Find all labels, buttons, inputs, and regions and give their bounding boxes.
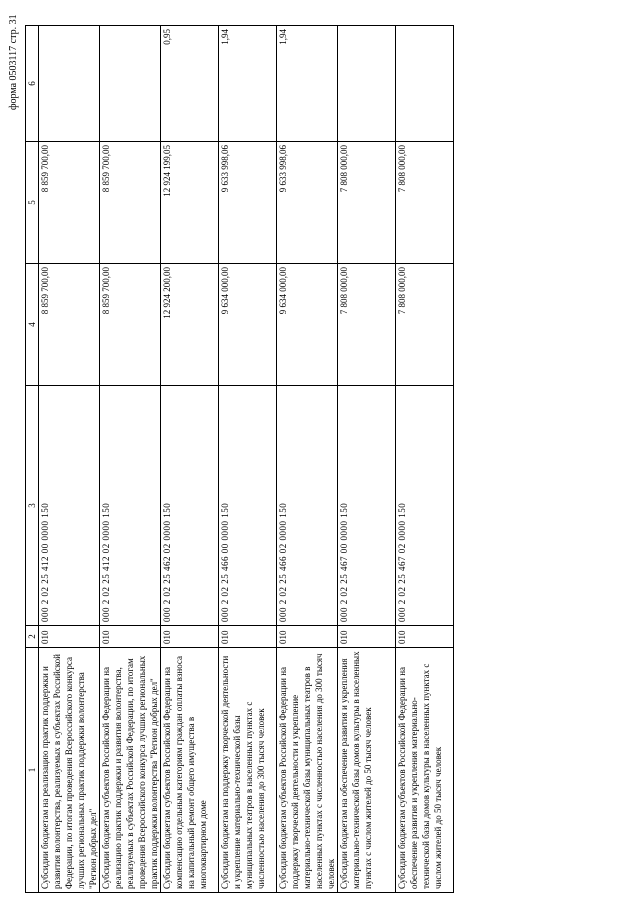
column-number: 3 (26, 386, 39, 626)
row-name-cell: Субсидии бюджетам субъектов Российской Федерации на поддержку творческой деятельности и укрепление материально-технической базы муниципальных театров в населенных пунктах с численностью населения до 300 тысяч человек (277, 648, 338, 893)
row-line-code-cell: 010 (100, 626, 161, 648)
row-remaining-cell: 1,94 (219, 26, 277, 142)
row-name-cell: Субсидии бюджетам субъектов Российской Федерации на компенсацию отдельным категориям граждан оплаты взноса на капитальный ремонт общего имущества в многоквартирном доме (161, 648, 219, 893)
table-row (338, 26, 396, 893)
table-row (219, 26, 277, 893)
row-remaining-cell (100, 26, 161, 142)
row-executed-cell: 8 859 700,00 (39, 142, 100, 264)
row-name-cell: Субсидии бюджетам субъектов Российской Федерации на обеспечение развития и укрепления материально-технической базы домов культуры в населенных пунктах с числом жителей до 50 тысяч человек (396, 648, 454, 893)
table-row (39, 26, 100, 893)
row-approved-cell: 8 859 700,00 (39, 264, 100, 386)
row-kbk-cell: 000 2 02 25 412 00 0000 150 (39, 386, 100, 626)
column-number: 2 (26, 626, 39, 648)
row-name-cell: Субсидии бюджетам на реализацию практик поддержки и развития волонтерства, реализуемых в субъектах Российской Федерации, по итогам проведения Всероссийского конкурса лучших региональных практик поддержки волонтерства "Регион добрых дел" (39, 648, 100, 893)
row-kbk-cell: 000 2 02 25 467 02 0000 150 (396, 386, 454, 626)
row-kbk-cell: 000 2 02 25 412 02 0000 150 (100, 386, 161, 626)
row-remaining-cell (39, 26, 100, 142)
row-executed-cell: 12 924 199,05 (161, 142, 219, 264)
table-row (396, 26, 454, 893)
row-approved-cell: 7 808 000,00 (338, 264, 396, 386)
row-line-code-cell: 010 (277, 626, 338, 648)
row-approved-cell: 8 859 700,00 (100, 264, 161, 386)
row-executed-cell: 9 633 998,06 (219, 142, 277, 264)
row-line-code-cell: 010 (39, 626, 100, 648)
column-number-row (26, 26, 39, 893)
row-remaining-cell: 0,95 (161, 26, 219, 142)
row-kbk-cell: 000 2 02 25 467 00 0000 150 (338, 386, 396, 626)
table-row (161, 26, 219, 893)
row-name-cell: Субсидии бюджетам субъектов Российской Федерации на реализацию практик поддержки и развития волонтерства, реализуемых в субъектах Российской Федерации, по итогам проведения Всероссийского конкурса лучших региональных практик поддержки волонтерства "Регион добрых дел" (100, 648, 161, 893)
column-number: 1 (26, 648, 39, 893)
row-approved-cell: 9 634 000,00 (219, 264, 277, 386)
row-kbk-cell: 000 2 02 25 466 00 0000 150 (219, 386, 277, 626)
row-line-code-cell: 010 (219, 626, 277, 648)
column-number: 6 (26, 26, 39, 142)
row-line-code-cell: 010 (338, 626, 396, 648)
column-number: 4 (26, 264, 39, 386)
row-remaining-cell (338, 26, 396, 142)
row-executed-cell: 9 633 998,06 (277, 142, 338, 264)
row-line-code-cell: 010 (396, 626, 454, 648)
row-name-cell: Субсидии бюджетам на поддержку творческой деятельности и укрепление материально-технической базы муниципальных театров в населенных пунктах с численностью населения до 300 тысяч человек (219, 648, 277, 893)
report-table (25, 25, 454, 893)
row-kbk-cell: 000 2 02 25 466 02 0000 150 (277, 386, 338, 626)
row-name-cell: Субсидии бюджетам на обеспечение развития и укрепления материально-технической базы домов культуры в населенных пунктах с числом жителей до 50 тысяч человек (338, 648, 396, 893)
row-approved-cell: 9 634 000,00 (277, 264, 338, 386)
form-label: форма 0503117 стр. 31 (8, 14, 19, 110)
row-remaining-cell (396, 26, 454, 142)
row-executed-cell: 7 808 000,00 (396, 142, 454, 264)
row-line-code-cell: 010 (161, 626, 219, 648)
table-row (100, 26, 161, 893)
row-executed-cell: 8 859 700,00 (100, 142, 161, 264)
row-approved-cell: 12 924 200,00 (161, 264, 219, 386)
row-remaining-cell: 1,94 (277, 26, 338, 142)
row-kbk-cell: 000 2 02 25 462 02 0000 150 (161, 386, 219, 626)
row-executed-cell: 7 808 000,00 (338, 142, 396, 264)
column-number: 5 (26, 142, 39, 264)
table-row (277, 26, 338, 893)
row-approved-cell: 7 808 000,00 (396, 264, 454, 386)
